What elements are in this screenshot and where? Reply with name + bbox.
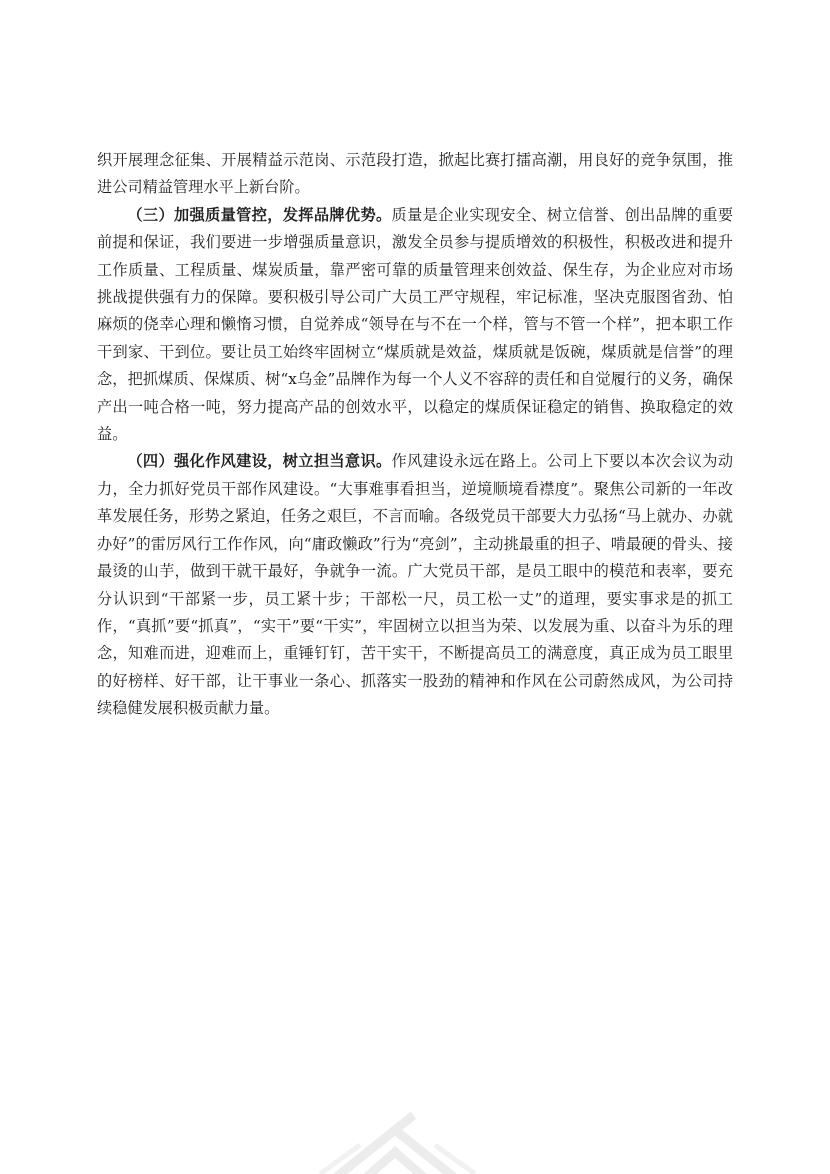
paragraph-continuation [97, 147, 733, 202]
paragraph-text: 作风建设永远在路上。公司上下要以本次会议为动力，全力抓好党员干部作风建设。“大事难事看担当，逆境顺境看襟度”。聚焦公司新的一年改革发展任务，形势之紧迫，任务之艰巨，不言而喻。各级党员干部要大力弘扬“马上就办、办就办好”的雷厉风行工作作风，向“庸政懒政”行为“亮剑”，主动挑最重的担子、啃最硬的骨头、接最烫的山芋，做到干就干最好，争就争一流。广大党员干部，是员工眼中的模范和表率，要充分认识到“干部紧一步，员工紧十步；干部松一尺，员工松一丈”的道理，要实事求是的抓工作，“真抓”要“抓真”，“实干”要“干实”，牢固树立以担当为荣、以发展为重、以奋斗为乐的理念，知难而进，迎难而上，重锤钉钉，苦干实干，不断提高员工的满意度，真正成为员工眼里的好榜样、好干部，让干事业一条心、抓落实一股劲的精神和作风在公司蔚然成风，为公司持续稳健发展积极贡献力量。 [97, 452, 734, 718]
paragraph-quality-control [97, 202, 733, 449]
watermark-logo-icon [300, 1090, 500, 1174]
section-heading-work-style: （四）强化作风建设，树立担当意识。 [127, 452, 392, 471]
paragraph-text: 织开展理念征集、开展精益示范岗、示范段打造，掀起比赛打擂高潮，用良好的竞争氛围，推进公司精益管理水平上新台阶。 [97, 151, 733, 197]
document-body [97, 147, 733, 723]
section-heading-quality: （三）加强质量管控，发挥品牌优势。 [127, 205, 392, 224]
paragraph-work-style [97, 448, 733, 722]
paragraph-text: 质量是企业实现安全、树立信誉、创出品牌的重要前提和保证，我们要进一步增强质量意识，激发全员参与提质增效的积极性，积极改进和提升工作质量、工程质量、煤炭质量，靠严密可靠的质量管理来创效益、保生存，为企业应对市场挑战提供强有力的保障。要积极引导公司广大员工严守规程，牢记标准，坚决克服图省劲、怕麻烦的侥幸心理和懒惰习惯，自觉养成“领导在与不在一个样，管与不管一个样”，把本职工作干到家、干到位。要让员工始终牢固树立“煤质就是效益，煤质就是饭碗，煤质就是信誉”的理念，把抓煤质、保煤质、树“x乌金”品牌作为每一个人义不容辞的责任和自觉履行的义务，确保产出一吨合格一吨，努力提高产品的创效水平，以稳定的煤质保证稳定的销售、换取稳定的效益。 [97, 205, 734, 444]
